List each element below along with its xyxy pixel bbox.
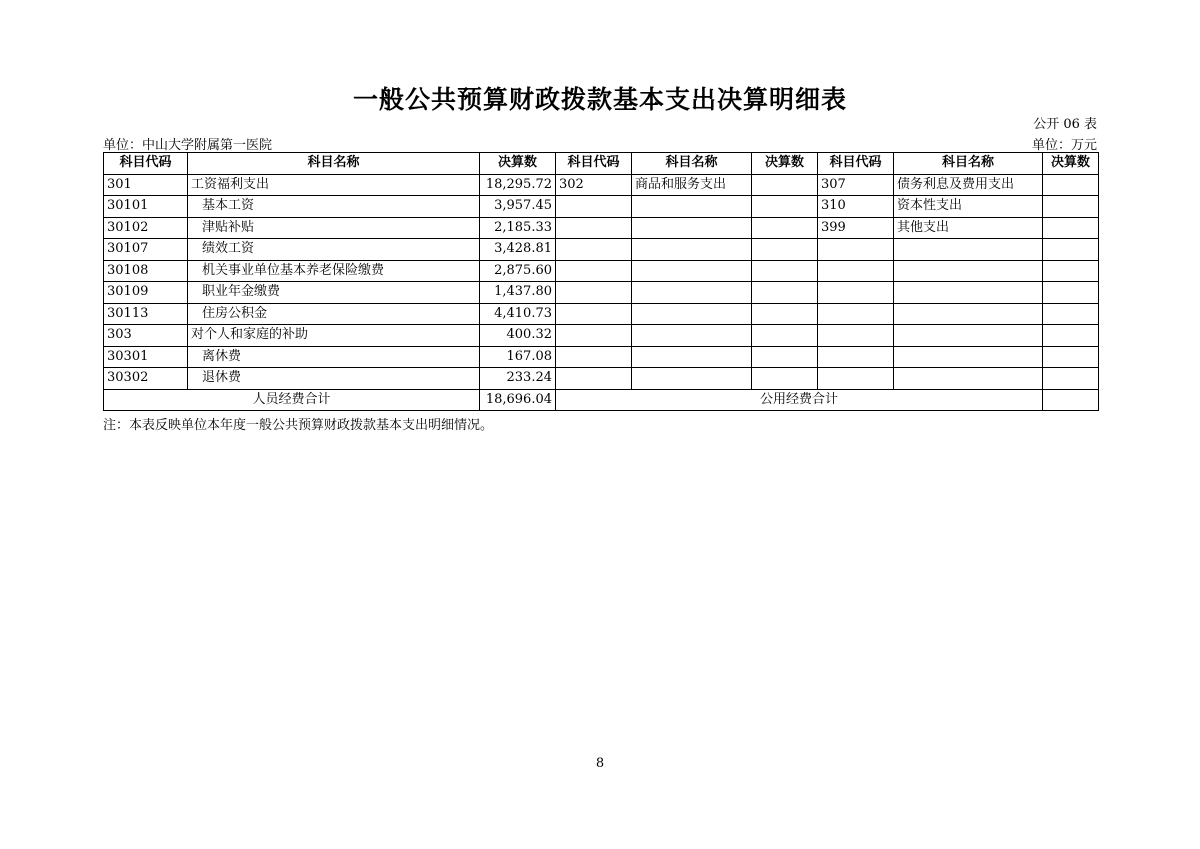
cell-amount: 18,295.72 bbox=[480, 174, 556, 196]
cell-code: 30301 bbox=[104, 346, 188, 368]
cell-name: 住房公积金 bbox=[188, 303, 480, 325]
personnel-total-value: 18,696.04 bbox=[480, 389, 556, 411]
cell-name bbox=[894, 325, 1043, 347]
cell-code bbox=[818, 325, 894, 347]
header-code-2: 科目代码 bbox=[556, 153, 632, 175]
table-row bbox=[104, 260, 1099, 282]
cell-code bbox=[818, 368, 894, 390]
cell-code bbox=[818, 239, 894, 261]
cell-amount bbox=[1043, 303, 1099, 325]
public-total-value bbox=[1043, 389, 1099, 411]
cell-amount bbox=[1043, 325, 1099, 347]
cell-amount bbox=[1043, 368, 1099, 390]
cell-name bbox=[894, 282, 1043, 304]
table-header-row bbox=[104, 153, 1099, 175]
cell-name bbox=[632, 346, 752, 368]
cell-amount: 3,428.81 bbox=[480, 239, 556, 261]
cell-amount bbox=[1043, 260, 1099, 282]
cell-name: 离休费 bbox=[188, 346, 480, 368]
cell-code: 30101 bbox=[104, 196, 188, 218]
cell-name bbox=[894, 260, 1043, 282]
cell-name: 其他支出 bbox=[894, 217, 1043, 239]
header-amount-2: 决算数 bbox=[752, 153, 818, 175]
cell-code: 399 bbox=[818, 217, 894, 239]
cell-amount: 1,437.80 bbox=[480, 282, 556, 304]
cell-name bbox=[894, 368, 1043, 390]
cell-name bbox=[894, 239, 1043, 261]
cell-amount bbox=[752, 174, 818, 196]
table-row bbox=[104, 303, 1099, 325]
cell-name bbox=[632, 260, 752, 282]
header-amount-1: 决算数 bbox=[480, 153, 556, 175]
cell-code bbox=[818, 282, 894, 304]
table-row bbox=[104, 282, 1099, 304]
form-number: 公开 06 表 bbox=[1033, 117, 1097, 132]
cell-name bbox=[894, 303, 1043, 325]
cell-amount bbox=[752, 346, 818, 368]
cell-code bbox=[556, 303, 632, 325]
cell-amount: 167.08 bbox=[480, 346, 556, 368]
expenditure-table bbox=[103, 152, 1099, 411]
cell-code: 30107 bbox=[104, 239, 188, 261]
table-row bbox=[104, 217, 1099, 239]
cell-name bbox=[632, 325, 752, 347]
table-row bbox=[104, 174, 1099, 196]
cell-name bbox=[632, 282, 752, 304]
cell-amount: 233.24 bbox=[480, 368, 556, 390]
header-name-2: 科目名称 bbox=[632, 153, 752, 175]
header-code-3: 科目代码 bbox=[818, 153, 894, 175]
cell-amount bbox=[752, 239, 818, 261]
cell-amount bbox=[752, 303, 818, 325]
cell-code: 30108 bbox=[104, 260, 188, 282]
cell-amount bbox=[1043, 196, 1099, 218]
cell-code: 30113 bbox=[104, 303, 188, 325]
header-name-3: 科目名称 bbox=[894, 153, 1043, 175]
cell-name: 对个人和家庭的补助 bbox=[188, 325, 480, 347]
cell-name bbox=[632, 368, 752, 390]
cell-code: 303 bbox=[104, 325, 188, 347]
cell-code: 307 bbox=[818, 174, 894, 196]
cell-name bbox=[632, 196, 752, 218]
cell-name: 资本性支出 bbox=[894, 196, 1043, 218]
cell-amount: 3,957.45 bbox=[480, 196, 556, 218]
cell-name bbox=[632, 239, 752, 261]
cell-amount bbox=[752, 282, 818, 304]
cell-name bbox=[894, 346, 1043, 368]
table-row bbox=[104, 346, 1099, 368]
cell-name bbox=[632, 217, 752, 239]
table-row bbox=[104, 325, 1099, 347]
cell-code bbox=[818, 303, 894, 325]
table-row bbox=[104, 368, 1099, 390]
cell-code: 30302 bbox=[104, 368, 188, 390]
cell-name: 机关事业单位基本养老保险缴费 bbox=[188, 260, 480, 282]
public-total-label: 公用经费合计 bbox=[556, 389, 1043, 411]
currency-unit: 单位：万元 bbox=[1031, 138, 1097, 153]
cell-name: 退休费 bbox=[188, 368, 480, 390]
cell-code bbox=[556, 368, 632, 390]
cell-code bbox=[818, 346, 894, 368]
cell-name: 债务利息及费用支出 bbox=[894, 174, 1043, 196]
cell-code bbox=[556, 217, 632, 239]
header-name-1: 科目名称 bbox=[188, 153, 480, 175]
cell-amount bbox=[1043, 239, 1099, 261]
cell-amount: 400.32 bbox=[480, 325, 556, 347]
cell-code bbox=[556, 346, 632, 368]
totals-row bbox=[104, 389, 1099, 411]
header-amount-3: 决算数 bbox=[1043, 153, 1099, 175]
cell-code bbox=[556, 196, 632, 218]
cell-amount bbox=[752, 368, 818, 390]
cell-name: 工资福利支出 bbox=[188, 174, 480, 196]
cell-amount bbox=[752, 325, 818, 347]
table-row bbox=[104, 239, 1099, 261]
table-note: 注：本表反映单位本年度一般公共预算财政拨款基本支出明细情况。 bbox=[103, 418, 494, 433]
cell-amount bbox=[752, 196, 818, 218]
page-number: 8 bbox=[595, 756, 605, 771]
cell-amount: 2,875.60 bbox=[480, 260, 556, 282]
cell-code bbox=[556, 260, 632, 282]
cell-name: 津贴补贴 bbox=[188, 217, 480, 239]
page-title: 一般公共预算财政拨款基本支出决算明细表 bbox=[352, 85, 847, 114]
cell-name: 商品和服务支出 bbox=[632, 174, 752, 196]
unit-name: 单位：中山大学附属第一医院 bbox=[103, 138, 273, 153]
header-code-1: 科目代码 bbox=[104, 153, 188, 175]
cell-amount bbox=[1043, 217, 1099, 239]
cell-code bbox=[556, 282, 632, 304]
cell-amount: 2,185.33 bbox=[480, 217, 556, 239]
cell-amount bbox=[1043, 346, 1099, 368]
cell-code: 302 bbox=[556, 174, 632, 196]
cell-amount: 4,410.73 bbox=[480, 303, 556, 325]
cell-amount bbox=[752, 217, 818, 239]
cell-amount bbox=[1043, 282, 1099, 304]
cell-code bbox=[556, 325, 632, 347]
cell-name: 基本工资 bbox=[188, 196, 480, 218]
cell-code: 30102 bbox=[104, 217, 188, 239]
cell-code: 310 bbox=[818, 196, 894, 218]
cell-code: 301 bbox=[104, 174, 188, 196]
cell-amount bbox=[752, 260, 818, 282]
personnel-total-label: 人员经费合计 bbox=[104, 389, 480, 411]
cell-code: 30109 bbox=[104, 282, 188, 304]
cell-name: 绩效工资 bbox=[188, 239, 480, 261]
cell-name: 职业年金缴费 bbox=[188, 282, 480, 304]
cell-amount bbox=[1043, 174, 1099, 196]
cell-code bbox=[818, 260, 894, 282]
table-row bbox=[104, 196, 1099, 218]
cell-name bbox=[632, 303, 752, 325]
cell-code bbox=[556, 239, 632, 261]
